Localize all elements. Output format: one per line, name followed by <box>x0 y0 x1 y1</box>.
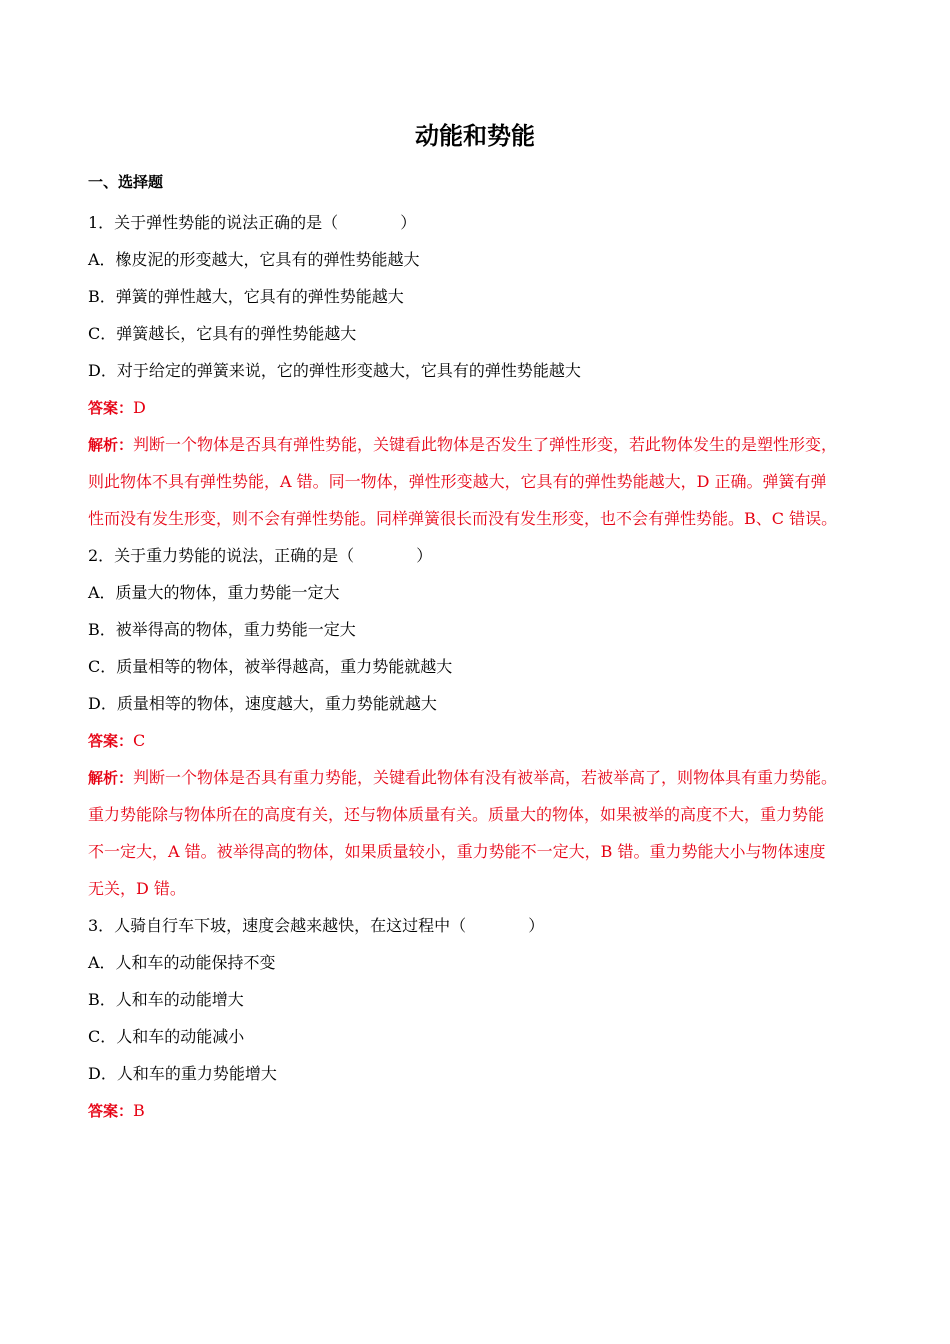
option-a: A．质量大的物体，重力势能一定大 <box>88 583 340 602</box>
answer-label: 答案： <box>88 1102 134 1120</box>
option-c: C．弹簧越长，它具有的弹性势能越大 <box>88 324 357 343</box>
analysis-text: 判断一个物体是否具有重力势能，关键看此物体有没有被举高，若被举高了，则物体具有重力势能。 <box>133 768 838 787</box>
option-d: D．对于给定的弹簧来说，它的弹性形变越大，它具有的弹性势能越大 <box>88 361 581 380</box>
analysis-text: 则此物体不具有弹性势能，A 错。同一物体，弹性形变越大，它具有的弹性势能越大，D 正确。弹簧有弹 <box>88 472 827 491</box>
analysis-label: 解析： <box>88 436 134 454</box>
answer-value: B <box>133 1101 145 1120</box>
page-title: 动能和势能 <box>415 122 535 150</box>
analysis-label: 解析： <box>88 769 134 787</box>
option-c: C．人和车的动能减小 <box>88 1027 245 1046</box>
question-2 <box>88 537 878 907</box>
section-heading: 一、选择题 <box>88 173 164 191</box>
answer-line <box>88 389 878 426</box>
analysis-text: 性而没有发生形变，则不会有弹性势能。同样弹簧很长而没有发生形变，也不会有弹性势能。B、C 错误。 <box>88 509 838 528</box>
option-a: A．橡皮泥的形变越大，它具有的弹性势能越大 <box>88 250 420 269</box>
question-stem: 3．人骑自行车下坡，速度会越来越快，在这过程中（ ） <box>88 916 545 935</box>
analysis-text: 重力势能除与物体所在的高度有关，还与物体质量有关。质量大的物体，如果被举的高度不大，重力势能 <box>88 805 825 824</box>
analysis-block <box>88 759 878 907</box>
question-stem: 1．关于弹性势能的说法正确的是（ ） <box>88 213 417 232</box>
option-b: B．被举得高的物体，重力势能一定大 <box>88 620 356 639</box>
option-a: A．人和车的动能保持不变 <box>88 953 276 972</box>
option-c: C．质量相等的物体，被举得越高，重力势能就越大 <box>88 657 453 676</box>
option-d: D．人和车的重力势能增大 <box>88 1064 277 1083</box>
answer-label: 答案： <box>88 732 134 750</box>
question-1 <box>88 204 878 537</box>
option-b: B．弹簧的弹性越大，它具有的弹性势能越大 <box>88 287 404 306</box>
question-3 <box>88 907 878 1129</box>
question-stem: 2．关于重力势能的说法，正确的是（ ） <box>88 546 433 565</box>
answer-value: D <box>133 398 146 417</box>
analysis-text: 无关，D 错。 <box>88 879 186 898</box>
option-b: B．人和车的动能增大 <box>88 990 244 1009</box>
analysis-text: 判断一个物体是否具有弹性势能，关键看此物体是否发生了弹性形变，若此物体发生的是塑性形变， <box>133 435 838 454</box>
answer-label: 答案： <box>88 399 134 417</box>
answer-line <box>88 1092 878 1129</box>
option-d: D．质量相等的物体，速度越大，重力势能就越大 <box>88 694 437 713</box>
analysis-block <box>88 426 878 537</box>
analysis-text: 不一定大，A 错。被举得高的物体，如果质量较小，重力势能不一定大，B 错。重力势能大小与物体速度 <box>88 842 826 861</box>
answer-line <box>88 722 878 759</box>
question-list <box>88 204 878 1129</box>
answer-value: C <box>133 731 146 750</box>
